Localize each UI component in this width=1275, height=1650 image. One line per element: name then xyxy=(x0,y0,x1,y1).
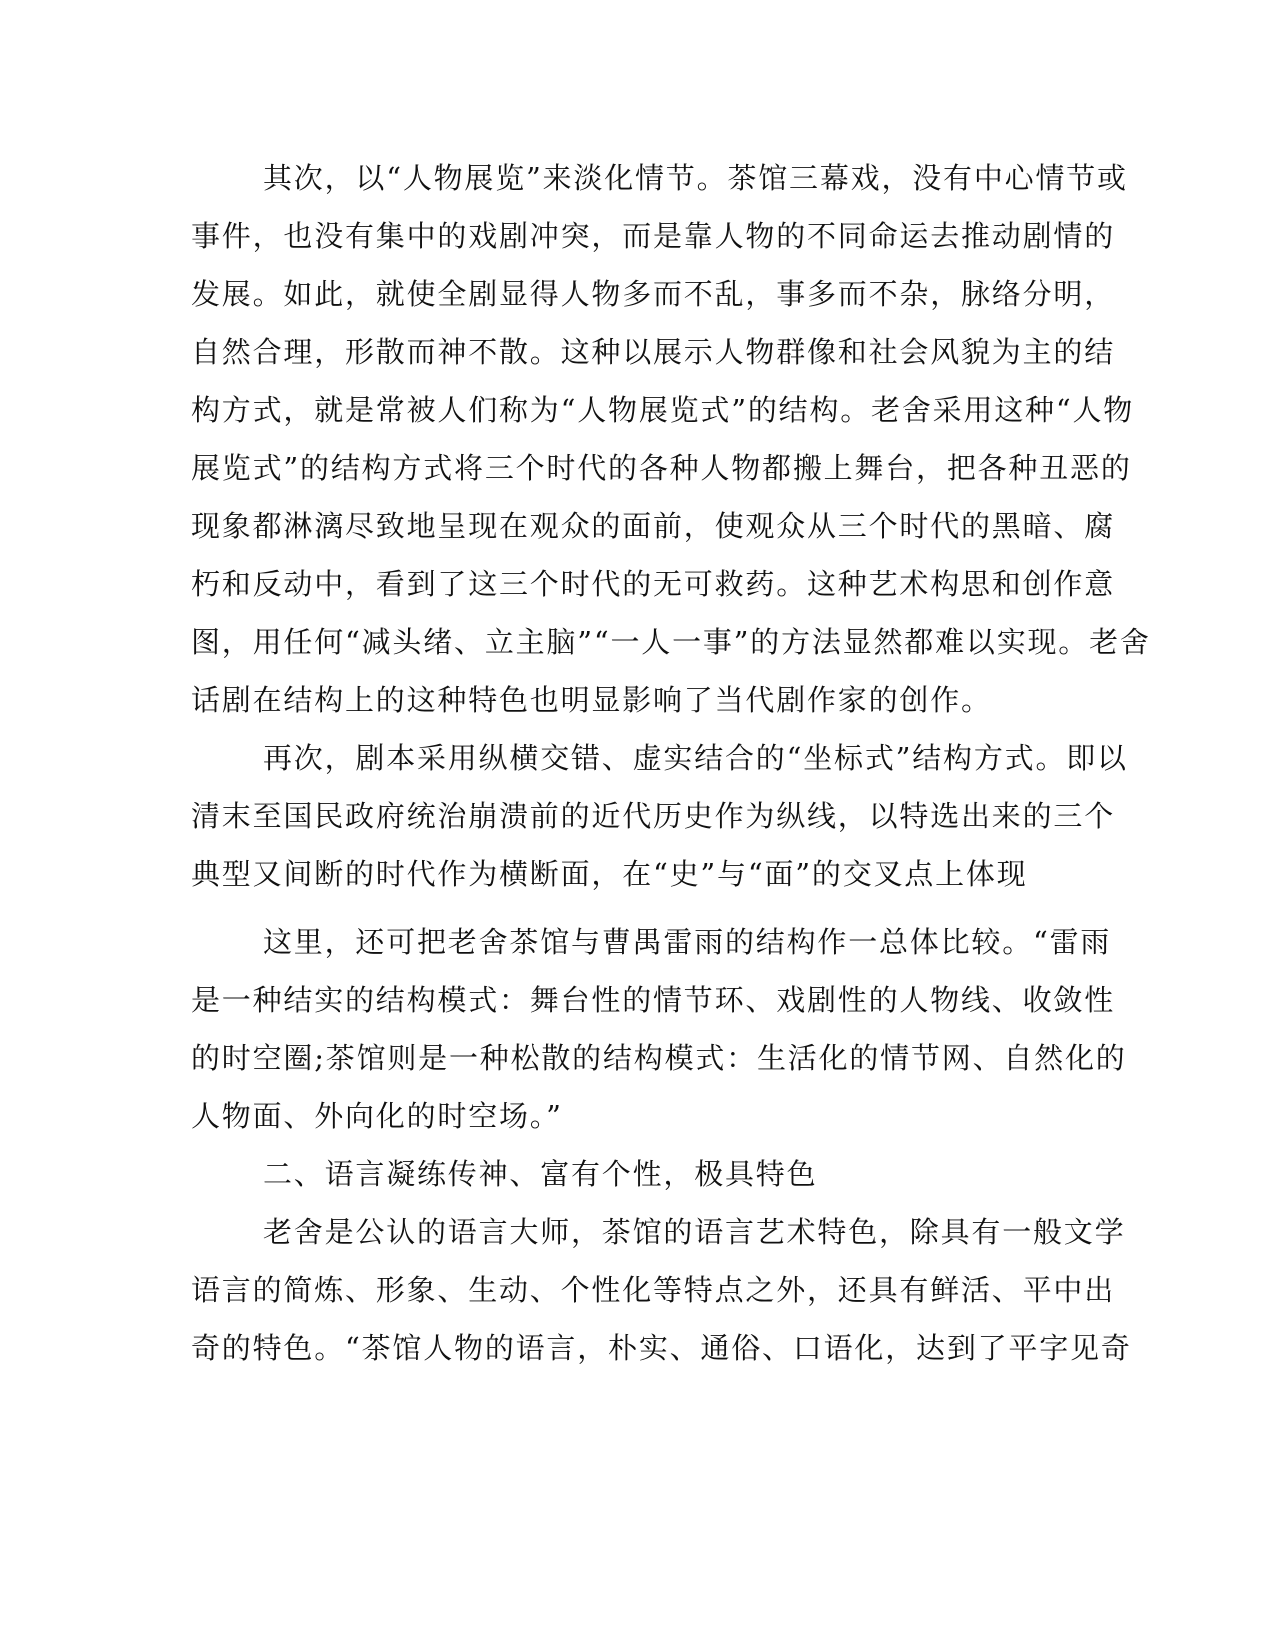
paragraph-3-line-2: 是一种结实的结构模式：舞台性的情节环、戏剧性的人物线、收敛性 xyxy=(191,983,1116,1017)
paragraph-1-line-5: 构方式，就是常被人们称为“人物展览式”的结构。老舍采用这种“人物 xyxy=(191,393,1135,427)
paragraph-5-line-2: 语言的简炼、形象、生动、个性化等特点之外，还具有鲜活、平中出 xyxy=(191,1273,1116,1307)
paragraph-1-line-4: 自然合理，形散而神不散。这种以展示人物群像和社会风貌为主的结 xyxy=(191,335,1116,369)
paragraph-1-line-8: 朽和反动中，看到了这三个时代的无可救药。这种艺术构思和创作意 xyxy=(191,567,1116,601)
paragraph-5-line-3: 奇的特色。“茶馆人物的语言，朴实、通俗、口语化，达到了平字见奇 xyxy=(191,1331,1132,1365)
paragraph-2-line-3: 典型又间断的时代作为横断面，在“史”与“面”的交叉点上体现 xyxy=(191,857,1028,891)
paragraph-1-line-1: 其次，以“人物展览”来淡化情节。茶馆三幕戏，没有中心情节或 xyxy=(263,161,1128,195)
paragraph-3-line-3: 的时空圈;茶馆则是一种松散的结构模式：生活化的情节网、自然化的 xyxy=(191,1041,1127,1075)
paragraph-3-line-1: 这里，还可把老舍茶馆与曹禺雷雨的结构作一总体比较。“雷雨 xyxy=(263,925,1112,959)
paragraph-1-line-6: 展览式”的结构方式将三个时代的各种人物都搬上舞台，把各种丑恶的 xyxy=(191,451,1132,485)
paragraph-5-line-1: 老舍是公认的语言大师，茶馆的语言艺术特色，除具有一般文学 xyxy=(263,1215,1126,1249)
section-heading: 二、语言凝练传神、富有个性，极具特色 xyxy=(263,1157,818,1191)
paragraph-1-line-7: 现象都淋漓尽致地呈现在观众的面前，使观众从三个时代的黑暗、腐 xyxy=(191,509,1116,543)
paragraph-1-line-10: 话剧在结构上的这种特色也明显影响了当代剧作家的创作。 xyxy=(191,683,992,717)
paragraph-1-line-9: 图，用任何“减头绪、立主脑”“一人一事”的方法显然都难以实现。老舍 xyxy=(191,625,1151,659)
paragraph-2-line-1: 再次，剧本采用纵横交错、虚实结合的“坐标式”结构方式。即以 xyxy=(263,741,1128,775)
paragraph-2-line-2: 清末至国民政府统治崩溃前的近代历史作为纵线，以特选出来的三个 xyxy=(191,799,1116,833)
paragraph-1-line-2: 事件，也没有集中的戏剧冲突，而是靠人物的不同命运去推动剧情的 xyxy=(191,219,1116,253)
paragraph-3-line-4: 人物面、外向化的时空场。” xyxy=(191,1099,563,1133)
paragraph-1-line-3: 发展。如此，就使全剧显得人物多而不乱，事多而不杂，脉络分明， xyxy=(191,277,1116,311)
